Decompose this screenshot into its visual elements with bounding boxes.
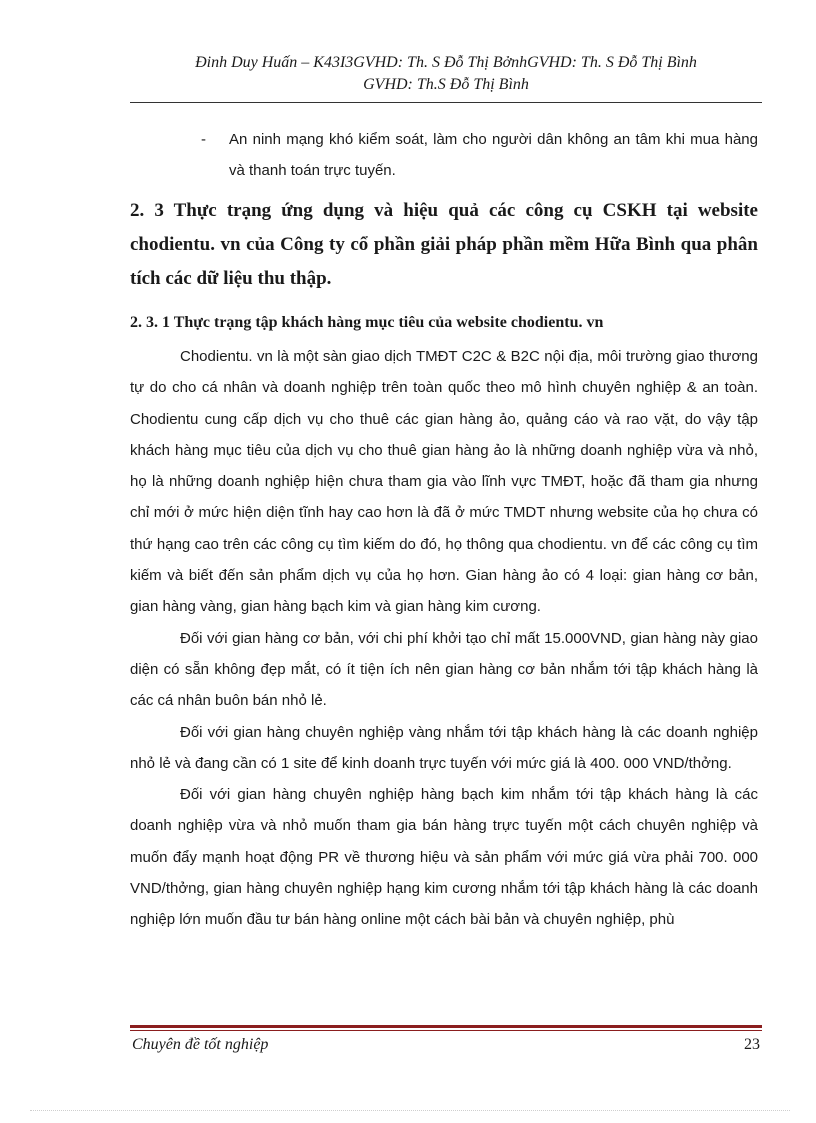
header-divider xyxy=(130,102,762,103)
bullet-item xyxy=(201,124,758,186)
header-line-2: GVHD: Th.S Đỗ Thị Bình xyxy=(363,76,529,93)
paragraph: Đối với gian hàng chuyên nghiệp hàng bạch kim nhắm tới tập khách hàng là các doanh nghiệp vừa và nhỏ muốn tham gia bán hàng trực tuyến một cách chuyên nghiệp và muốn đẩy mạnh hoạt động PR về thương hiệu và sản phẩm với mức giá vừa phải 700. 000 VND/thởng, gian hàng chuyên nghiệp hạng kim cương nhắm tới tập khách hàng là các doanh nghiệp lớn muốn đầu tư bán hàng online một cách bài bản và chuyên nghiệp, phù xyxy=(130,786,758,929)
header-line-1: Đinh Duy Huấn – K43I3GVHD: Th. S Đỗ Thị BởnhGVHD: Th. S Đỗ Thị Bình xyxy=(195,54,697,71)
footer-divider-thin xyxy=(130,1030,762,1031)
page-number: 23 xyxy=(744,1036,760,1053)
page-bottom-edge xyxy=(30,1110,790,1111)
bullet-text: An ninh mạng khó kiểm soát, làm cho người dân không an tâm khi mua hàng và thanh toán trực tuyến. xyxy=(229,131,758,179)
bullet-dash: - xyxy=(201,131,206,148)
body-text xyxy=(130,341,758,936)
section-heading: 2. 3 Thực trạng ứng dụng và hiệu quả các công cụ CSKH tại website chodientu. vn của Công ty cổ phần giải pháp phần mềm Hữa Bình qua phân tích các dữ liệu thu thập. xyxy=(130,200,758,289)
paragraph: Đối với gian hàng cơ bản, với chi phí khởi tạo chỉ mất 15.000VND, gian hàng này giao diện có sẵn không đẹp mắt, có ít tiện ích nên gian hàng cơ bản nhắm tới tập khách hàng là các cá nhân buôn bán nhỏ lẻ. xyxy=(130,629,758,710)
subsection-heading: 2. 3. 1 Thực trạng tập khách hàng mục tiêu của website chodientu. vn xyxy=(130,314,604,331)
page-header xyxy=(130,52,762,96)
paragraph: Chodientu. vn là một sàn giao dịch TMĐT C2C & B2C nội địa, môi trường giao thương tự do cho cá nhân và doanh nghiệp trên toàn quốc theo mô hình chuyên nghiệp & an toàn. Chodientu cung cấp dịch vụ cho thuê các gian hàng ảo, quảng cáo và rao vặt, do vậy tập khách hàng mục tiêu của dịch vụ cho thuê gian hàng ảo là những doanh nghiệp vừa và nhỏ, họ là những doanh nghiệp hiện chưa tham gia vào lĩnh vực TMĐT, hoặc đã tham gia nhưng chỉ mới ở mức hiện diện tĩnh hay cao hơn là đã ở mức TMDT nhưng website của họ chưa có thứ hạng cao trên các công cụ tìm kiếm do đó, họ thông qua chodientu. vn để các công cụ tìm kiếm và biết đến sản phẩm dịch vụ của họ hơn. Gian hàng ảo có 4 loại: gian hàng cơ bản, gian hàng vàng, gian hàng bạch kim và gian hàng kim cương. xyxy=(130,348,758,616)
footer-label: Chuyên đề tốt nghiệp xyxy=(132,1036,269,1053)
paragraph: Đối với gian hàng chuyên nghiệp vàng nhắm tới tập khách hàng là các doanh nghiệp nhỏ lẻ và đang cần có 1 site để kinh doanh trực tuyến với mức giá là 400. 000 VND/thởng. xyxy=(130,723,758,772)
footer-divider-thick xyxy=(130,1025,762,1028)
